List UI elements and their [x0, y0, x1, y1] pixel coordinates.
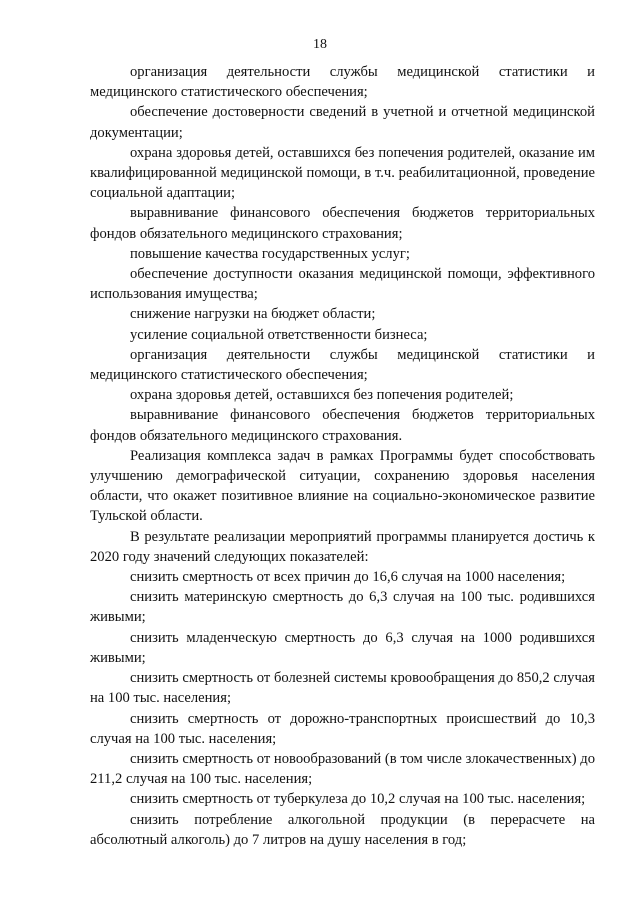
paragraph: снизить материнскую смертность до 6,3 случая на 100 тыс. родившихся живыми;: [90, 589, 595, 626]
paragraph: снижение нагрузки на бюджет области;: [130, 306, 376, 323]
page-number: 18: [313, 37, 327, 52]
paragraph: повышение качества государственных услуг;: [130, 245, 410, 262]
paragraph: выравнивание финансового обеспечения бюджетов территориальных фондов обязательного медицинского страхования;: [90, 205, 595, 242]
paragraph: снизить смертность от болезней системы кровообращения до 850,2 случая на 100 тыс. населения;: [90, 670, 595, 707]
document-body: [90, 62, 595, 850]
paragraph: снизить потребление алкогольной продукции (в перерасчете на абсолютный алкоголь) до 7 литров на душу населения в год;: [90, 811, 595, 848]
paragraph: усиление социальной ответственности бизнеса;: [130, 326, 428, 343]
paragraph: обеспечение достоверности сведений в учетной и отчетной медицинской документации;: [90, 104, 595, 141]
paragraph: В результате реализации мероприятий программы планируется достичь к 2020 году значений следующих показателей:: [90, 528, 595, 565]
paragraph: снизить смертность от туберкулеза до 10,2 случая на 100 тыс. населения;: [130, 791, 586, 808]
paragraph: снизить смертность от новообразований (в том числе злокачественных) до 211,2 случая на 100 тыс. населения;: [90, 750, 595, 788]
paragraph: выравнивание финансового обеспечения бюджетов территориальных фондов обязательного медицинского страхования.: [90, 407, 595, 444]
paragraph: охрана здоровья детей, оставшихся без попечения родителей;: [130, 387, 514, 404]
paragraph: снизить смертность от дорожно-транспортных происшествий до 10,3 случая на 100 тыс. населения;: [90, 710, 595, 747]
paragraph: охрана здоровья детей, оставшихся без попечения родителей, оказание им квалифицированной медицинской помощи, в т.ч. реабилитационной, проведение социальной адаптации;: [90, 144, 595, 202]
paragraph: организация деятельности службы медицинской статистики и медицинского статистического обеспечения;: [90, 346, 595, 384]
paragraph: снизить младенческую смертность до 6,3 случая на 1000 родившихся живыми;: [90, 629, 595, 666]
paragraph: обеспечение доступности оказания медицинской помощи, эффективного использования имущества;: [90, 266, 595, 303]
paragraph: организация деятельности службы медицинской статистики и медицинского статистического обеспечения;: [90, 64, 595, 101]
paragraph: Реализация комплекса задач в рамках Программы будет способствовать улучшению демографической ситуации, сохранению здоровья населения области, что окажет позитивное влияние на социально-экономическое развитие Тульской области.: [90, 447, 595, 525]
paragraph: снизить смертность от всех причин до 16,6 случая на 1000 населения;: [130, 569, 566, 586]
